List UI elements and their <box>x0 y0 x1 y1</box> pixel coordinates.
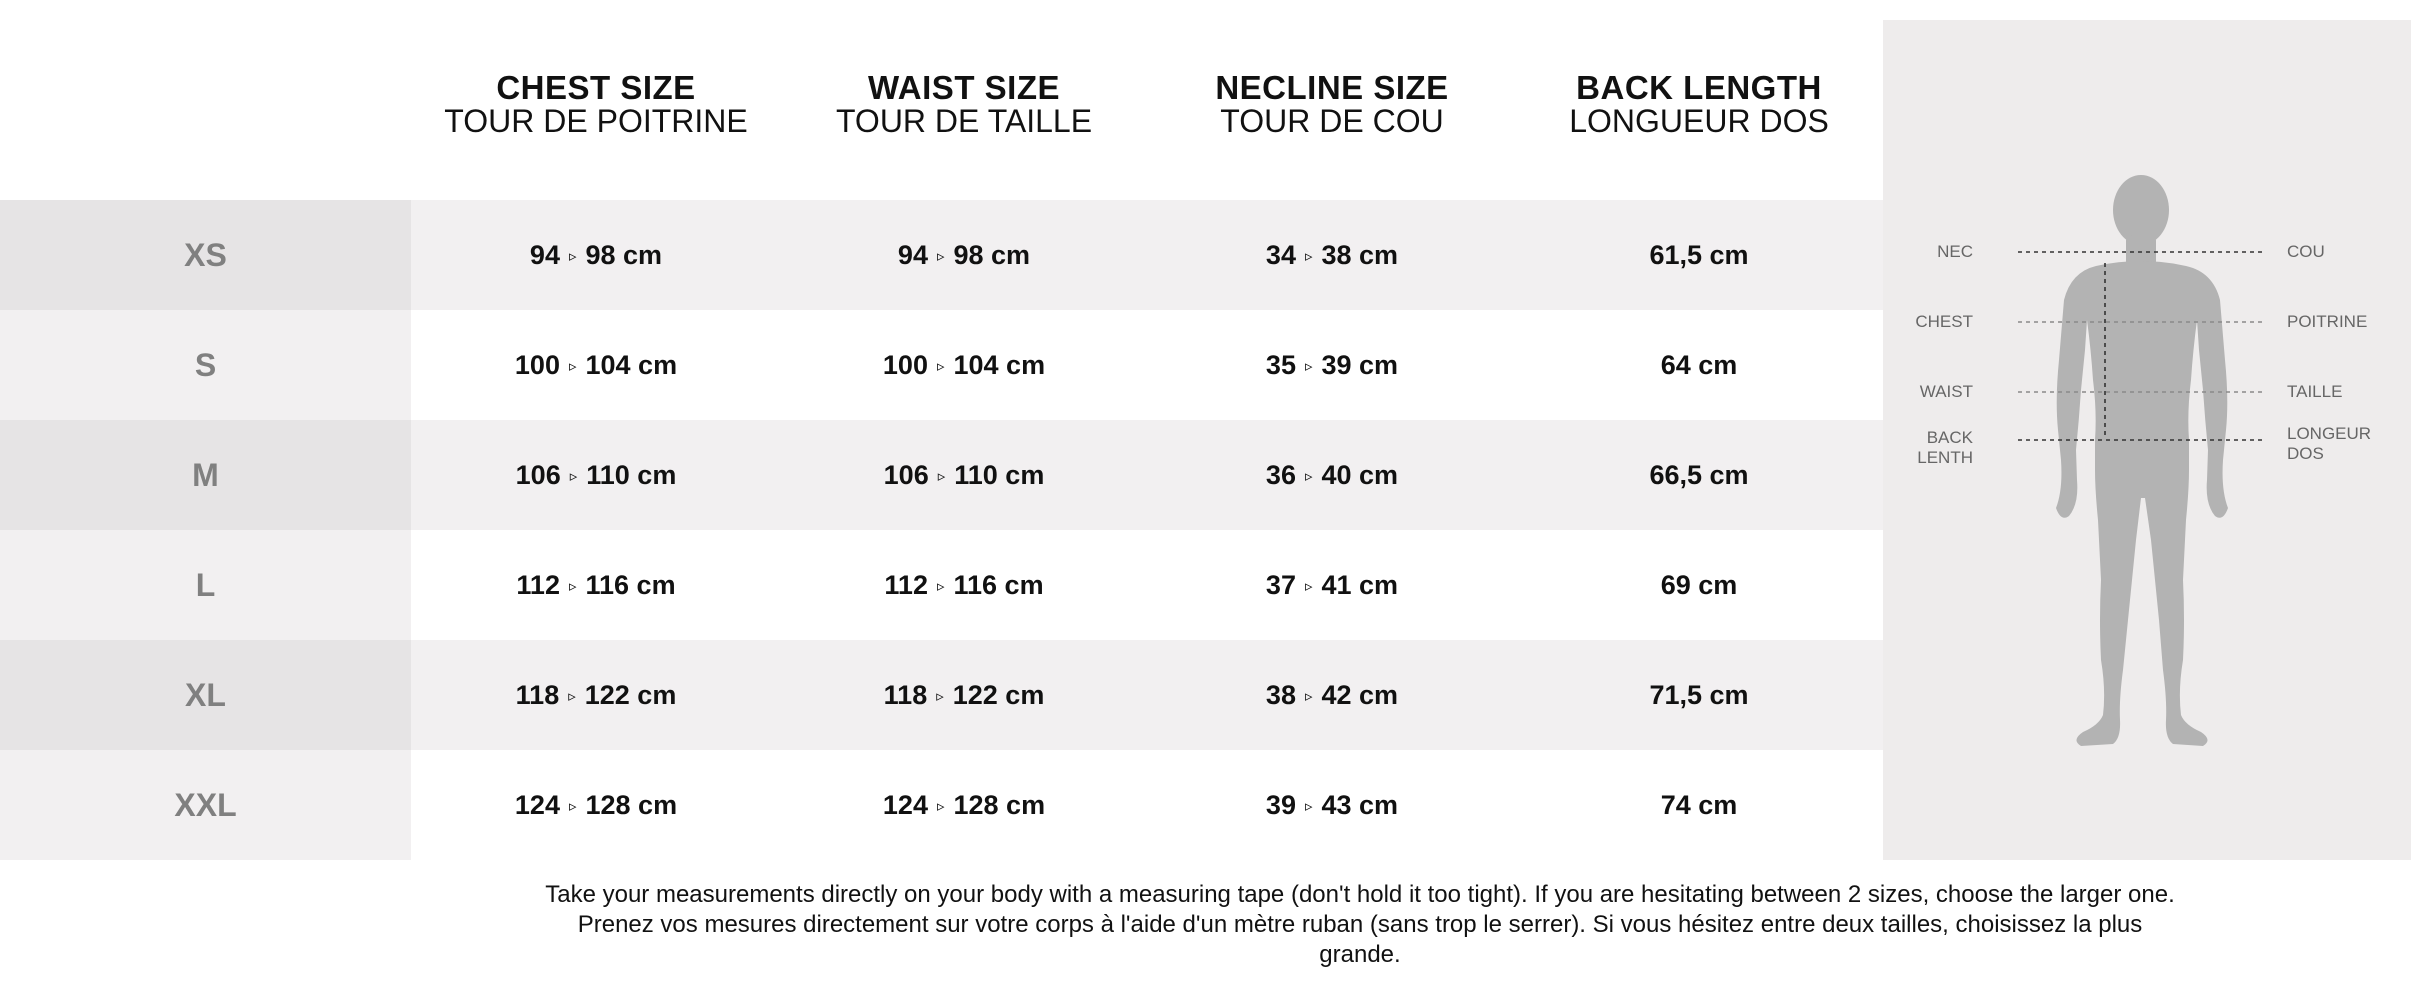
neck-min: 38 <box>1265 679 1296 710</box>
body-figure-panel <box>1883 20 2411 860</box>
waist-max: 110 cm <box>954 459 1045 490</box>
neck-max: 40 cm <box>1321 459 1399 490</box>
size-label: XS <box>0 200 411 310</box>
label-back-en-2: LENTH <box>1917 448 1973 467</box>
size-label: XL <box>0 640 411 750</box>
range-arrow-icon: ▹ <box>1304 358 1313 375</box>
back-value: 61,5 cm <box>1649 239 1749 270</box>
measurement-note-en: Take your measurements directly on your body with a measuring tape (don't hold it too tight). If you are hesitating between 2 sizes, choose the larger one. <box>545 881 2175 908</box>
table-row <box>0 530 1883 640</box>
neck-value <box>1147 640 1517 750</box>
waist-min: 100 <box>882 349 928 380</box>
waist-value <box>779 640 1149 750</box>
waist-max: 116 cm <box>953 569 1044 600</box>
chest-max: 110 cm <box>586 459 677 490</box>
chest-min: 100 <box>514 349 560 380</box>
neck-value <box>1147 750 1517 860</box>
header-neck <box>1147 69 1517 139</box>
chest-value <box>411 420 781 530</box>
back-value: 66,5 cm <box>1649 459 1749 490</box>
range-arrow-icon: ▹ <box>568 688 576 705</box>
range-arrow-icon: ▹ <box>936 688 944 705</box>
range-arrow-icon: ▹ <box>1304 688 1313 705</box>
chest-min: 94 <box>529 239 560 270</box>
back-value: 71,5 cm <box>1649 679 1749 710</box>
chest-min: 106 <box>515 459 561 490</box>
neck-min: 34 <box>1265 239 1296 270</box>
header-waist-fr: TOUR DE TAILLE <box>835 103 1093 139</box>
neck-value <box>1147 530 1517 640</box>
range-arrow-icon: ▹ <box>568 358 577 375</box>
waist-max: 122 cm <box>952 679 1045 710</box>
chest-value <box>411 750 781 860</box>
neck-value <box>1147 200 1517 310</box>
size-label: S <box>0 310 411 420</box>
range-arrow-icon: ▹ <box>1304 798 1313 815</box>
waist-max: 128 cm <box>953 789 1046 820</box>
waist-value <box>779 420 1149 530</box>
waist-min: 112 <box>884 569 928 600</box>
size-label: M <box>0 420 411 530</box>
waist-value <box>779 310 1149 420</box>
measurement-note-fr: Prenez vos mesures directement sur votre corps à l'aide d'un mètre ruban (sans trop le serrer). Si vous hésitez entre deux tailles, choisissez la plus grande. <box>577 911 2143 968</box>
chest-min: 124 <box>514 789 560 820</box>
header-chest <box>411 69 781 139</box>
range-arrow-icon: ▹ <box>568 248 577 265</box>
size-label: XXL <box>0 750 411 860</box>
waist-max: 98 cm <box>953 239 1031 270</box>
label-back-en: BACK <box>1926 428 1973 447</box>
range-arrow-icon: ▹ <box>936 358 945 375</box>
header-chest-en: CHEST SIZE <box>496 69 696 106</box>
table-row <box>0 310 1883 420</box>
range-arrow-icon: ▹ <box>568 798 577 815</box>
chest-value <box>411 310 781 420</box>
back-value: 69 cm <box>1660 569 1738 600</box>
neck-max: 38 cm <box>1321 239 1399 270</box>
header-waist-en: WAIST SIZE <box>867 69 1060 106</box>
header-waist <box>779 69 1149 139</box>
label-chest-en: CHEST <box>1915 312 1973 331</box>
chest-max: 104 cm <box>585 349 678 380</box>
chest-max: 98 cm <box>585 239 663 270</box>
range-arrow-icon: ▹ <box>937 468 946 485</box>
neck-max: 39 cm <box>1321 349 1399 380</box>
table-row <box>0 640 1883 750</box>
header-neck-en: NECLINE SIZE <box>1215 69 1449 106</box>
label-back-fr: LONGEUR <box>2287 424 2372 443</box>
chest-max: 122 cm <box>584 679 677 710</box>
table-row <box>0 200 1883 310</box>
table-row <box>0 750 1883 860</box>
waist-min: 124 <box>882 789 928 820</box>
range-arrow-icon: ▹ <box>569 468 578 485</box>
table-row <box>0 420 1883 530</box>
label-waist-fr: TAILLE <box>2287 382 2343 401</box>
waist-value <box>779 200 1149 310</box>
chest-value <box>411 640 781 750</box>
back-value: 64 cm <box>1660 349 1738 380</box>
label-waist-en: WAIST <box>1919 382 1973 401</box>
neck-max: 43 cm <box>1321 789 1399 820</box>
waist-min: 94 <box>897 239 928 270</box>
label-neck-fr: COU <box>2287 242 2325 261</box>
label-back-fr-2: DOS <box>2287 444 2324 463</box>
neck-value <box>1147 420 1517 530</box>
chest-value <box>411 530 781 640</box>
waist-max: 104 cm <box>953 349 1046 380</box>
neck-min: 37 <box>1265 569 1296 600</box>
label-chest-fr: POITRINE <box>2287 312 2368 331</box>
chest-value <box>411 200 781 310</box>
waist-value <box>779 530 1149 640</box>
neck-value <box>1147 310 1517 420</box>
waist-min: 106 <box>883 459 929 490</box>
header-neck-fr: TOUR DE COU <box>1220 103 1444 139</box>
neck-max: 41 cm <box>1321 569 1399 600</box>
header-back <box>1514 69 1884 139</box>
chest-max: 116 cm <box>585 569 676 600</box>
header-chest-fr: TOUR DE POITRINE <box>444 103 748 139</box>
range-arrow-icon: ▹ <box>568 578 577 595</box>
range-arrow-icon: ▹ <box>1304 578 1313 595</box>
header-back-fr: LONGUEUR DOS <box>1569 103 1829 139</box>
label-neck-en: NEC <box>1937 242 1973 261</box>
chest-max: 128 cm <box>585 789 678 820</box>
header-back-en: BACK LENGTH <box>1576 69 1822 106</box>
back-value: 74 cm <box>1660 789 1738 820</box>
chest-min: 112 <box>516 569 560 600</box>
range-arrow-icon: ▹ <box>936 578 945 595</box>
range-arrow-icon: ▹ <box>936 248 945 265</box>
waist-min: 118 <box>883 679 928 710</box>
chest-min: 118 <box>515 679 560 710</box>
neck-max: 42 cm <box>1321 679 1399 710</box>
range-arrow-icon: ▹ <box>936 798 945 815</box>
neck-min: 35 <box>1265 349 1296 380</box>
waist-value <box>779 750 1149 860</box>
size-label: L <box>0 530 411 640</box>
range-arrow-icon: ▹ <box>1304 468 1313 485</box>
neck-min: 39 <box>1265 789 1296 820</box>
range-arrow-icon: ▹ <box>1304 248 1313 265</box>
neck-min: 36 <box>1265 459 1296 490</box>
